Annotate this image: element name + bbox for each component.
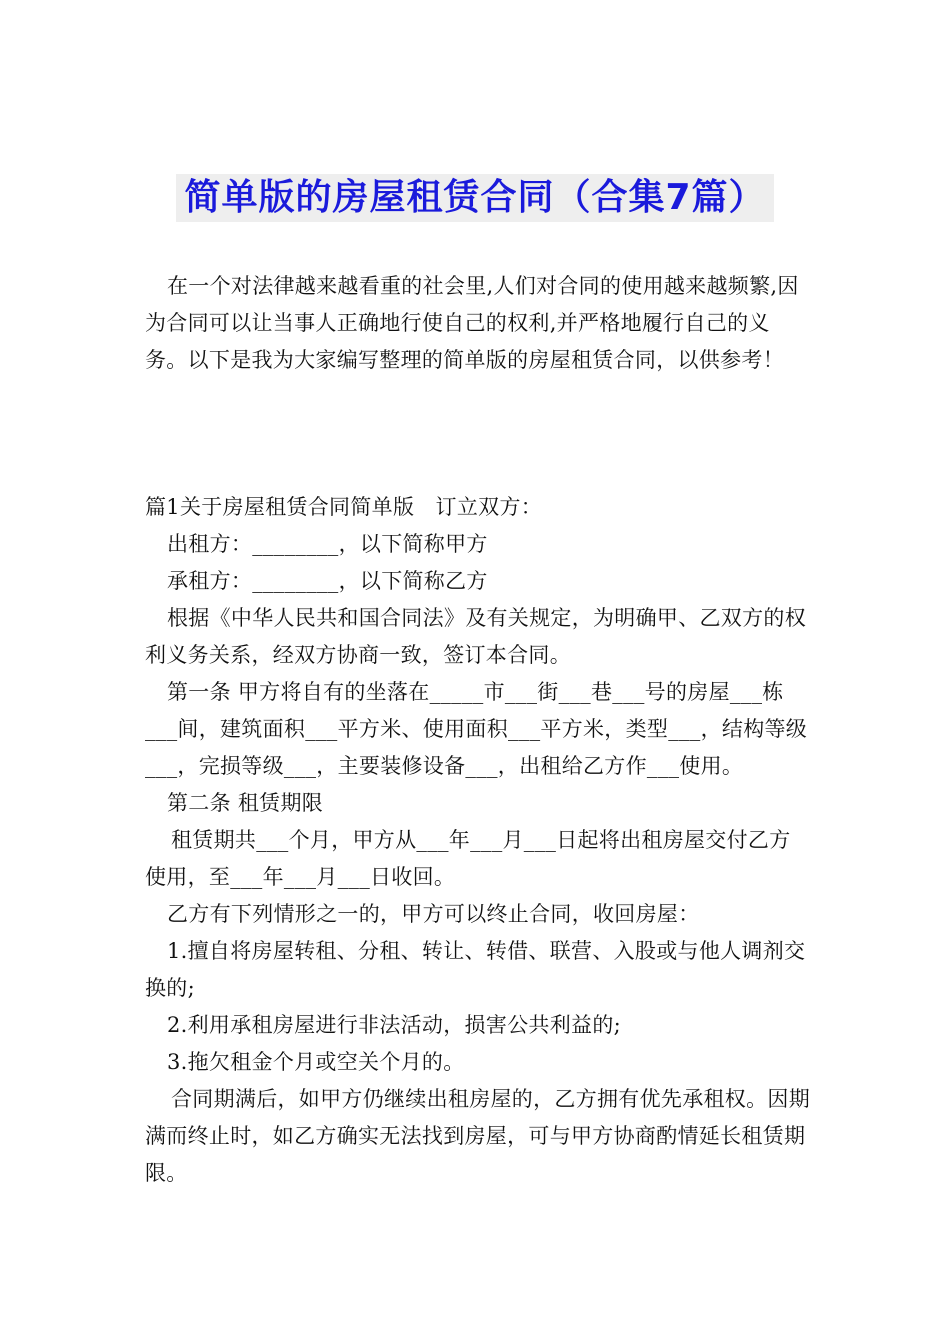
intro-section	[145, 268, 810, 379]
section-heading: 篇1关于房屋租赁合同简单版 订立双方：	[145, 495, 543, 519]
basis-paragraph: 根据《中华人民共和国合同法》及有关规定，为明确甲、乙双方的权利义务关系，经双方协商一致，签订本合同。	[145, 606, 806, 667]
termination-intro: 乙方有下列情形之一的，甲方可以终止合同，收回房屋：	[167, 902, 700, 926]
termination-item-2: 2.利用承租房屋进行非法活动，损害公共利益的;	[167, 1013, 622, 1037]
article-two-heading: 第二条 租赁期限	[167, 791, 324, 815]
intro-paragraph: 在一个对法律越来越看重的社会里,人们对合同的使用越来越频繁,因为合同可以让当事人正确地行使自己的权利,并严格地履行自己的义务。以下是我为大家编写整理的简单版的房屋租赁合同，以供参考！	[145, 274, 799, 372]
termination-item-1: 1.擅自将房屋转租、分租、转让、转借、联营、入股或与他人调剂交换的;	[145, 939, 806, 1000]
article-one: 第一条 甲方将自有的坐落在_____市___街___巷___号的房屋___栋___间，建筑面积___平方米、使用面积___平方米，类型___，结构等级___，完损等级___，主要装修设备___，出租给乙方作___使用。	[145, 680, 808, 778]
title-wrapper	[0, 174, 950, 222]
lessor-line: 出租方：________，以下简称甲方	[167, 532, 488, 556]
document-title: 简单版的房屋租赁合同（合集7篇）	[176, 174, 773, 222]
renewal-paragraph: 合同期满后，如甲方仍继续出租房屋的，乙方拥有优先承租权。因期满而终止时，如乙方确实无法找到房屋，可与甲方协商酌情延长租赁期限。	[145, 1087, 810, 1185]
lessee-line: 承租方：________，以下简称乙方	[167, 569, 488, 593]
termination-item-3: 3.拖欠租金个月或空关个月的。	[167, 1050, 465, 1074]
contract-section	[145, 489, 810, 1192]
lease-term-paragraph: 租赁期共___个月，甲方从___年___月___日起将出租房屋交付乙方使用，至___年___月___日收回。	[145, 828, 791, 889]
